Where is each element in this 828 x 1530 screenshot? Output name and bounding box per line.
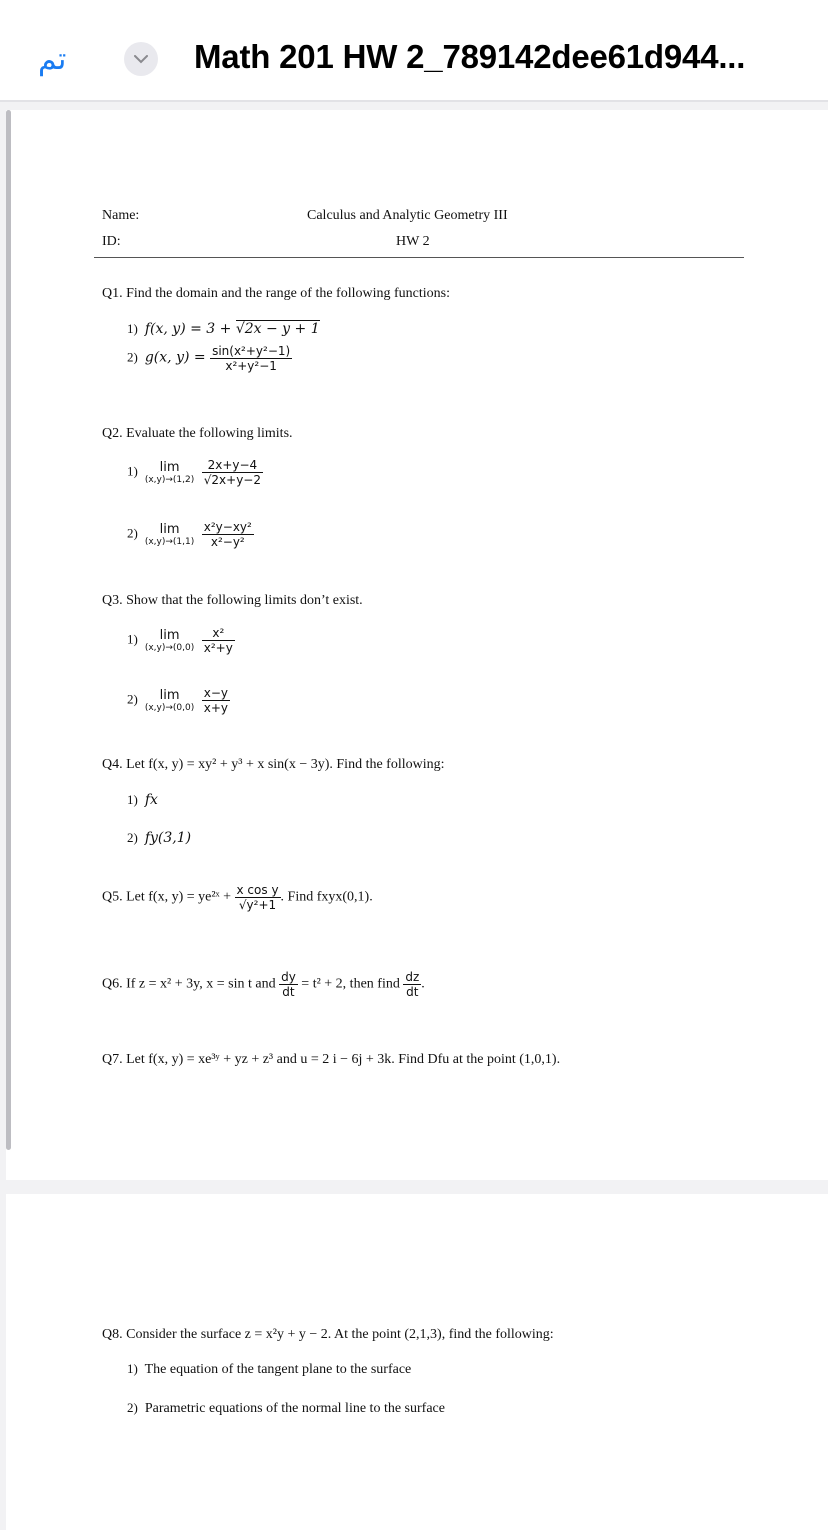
q3-item-2: 2) lim (x,y)→(0,0) $\frac{x-y}{x+y}$: [127, 686, 229, 715]
q3-prompt: Q3. Show that the following limits don’t exist.: [102, 593, 363, 608]
q1-item-1: 1) f(x, y) = 3 + √2x − y + 1: [127, 321, 320, 337]
q6-text: Q6. If z = x² + 3y, x = sin t and $\frac{dy}{dt}$ = t² + 2, then find $\frac{dz}{dt}$ .: [102, 970, 425, 999]
q5-text: Q5. Let f(x, y) = ye²ˣ + $\frac{\text{x cos y}}{\text{√y²+1}}$ . Find fxyx(0,1).: [102, 883, 373, 912]
document-title: Math 201 HW 2_789142dee61d944...: [194, 38, 746, 75]
course-title: Calculus and Analytic Geometry III: [307, 208, 508, 223]
q3-item-1: 1) lim (x,y)→(0,0) $\frac{\text{x²}}{\text{x²+y}}$: [127, 626, 233, 655]
q8-item-2: 2) Parametric equations of the normal line to the surface: [127, 1400, 445, 1416]
q4-item-2: 2) fy(3,1): [127, 830, 192, 846]
id-label: ID:: [102, 234, 121, 249]
top-nav-bar: [0, 0, 828, 102]
header-divider: [94, 257, 744, 258]
q2-item-2: 2) lim (x,y)→(1,1) $\frac{\text{x²y−xy²}}{\text{x²−y²}}$: [127, 520, 252, 549]
q4-item-1: 1) fx: [127, 792, 158, 808]
q1-prompt: Q1. Find the domain and the range of the following functions:: [102, 286, 450, 301]
scrollbar[interactable]: [6, 110, 11, 1150]
chevron-down-icon: [134, 55, 148, 64]
hw-number: HW 2: [396, 234, 430, 249]
done-button[interactable]: تم: [38, 42, 67, 77]
q8-prompt: Q8. Consider the surface z = x²y + y − 2. At the point (2,1,3), find the following:: [102, 1327, 554, 1342]
name-label: Name:: [102, 208, 140, 223]
q1-item-2: 2) g(x, y) = $\frac{\text{sin(x²+y²−1)}}{\text{x²+y²−1}}$: [127, 344, 291, 373]
q8-item-1: 1) The equation of the tangent plane to the surface: [127, 1361, 412, 1377]
q7-text: Q7. Let f(x, y) = xe³ʸ + yz + z³ and u = 2 i − 6j + 3k. Find Dfu at the point (1,0,1).: [102, 1052, 561, 1067]
q2-prompt: Q2. Evaluate the following limits.: [102, 426, 293, 441]
q4-prompt: Q4. Let f(x, y) = xy² + y³ + x sin(x − 3y). Find the following:: [102, 757, 445, 772]
options-dropdown[interactable]: [124, 42, 158, 76]
q2-item-1: 1) lim (x,y)→(1,2) $\frac{2x+y-4}{√2x+y-2}$: [127, 458, 261, 487]
